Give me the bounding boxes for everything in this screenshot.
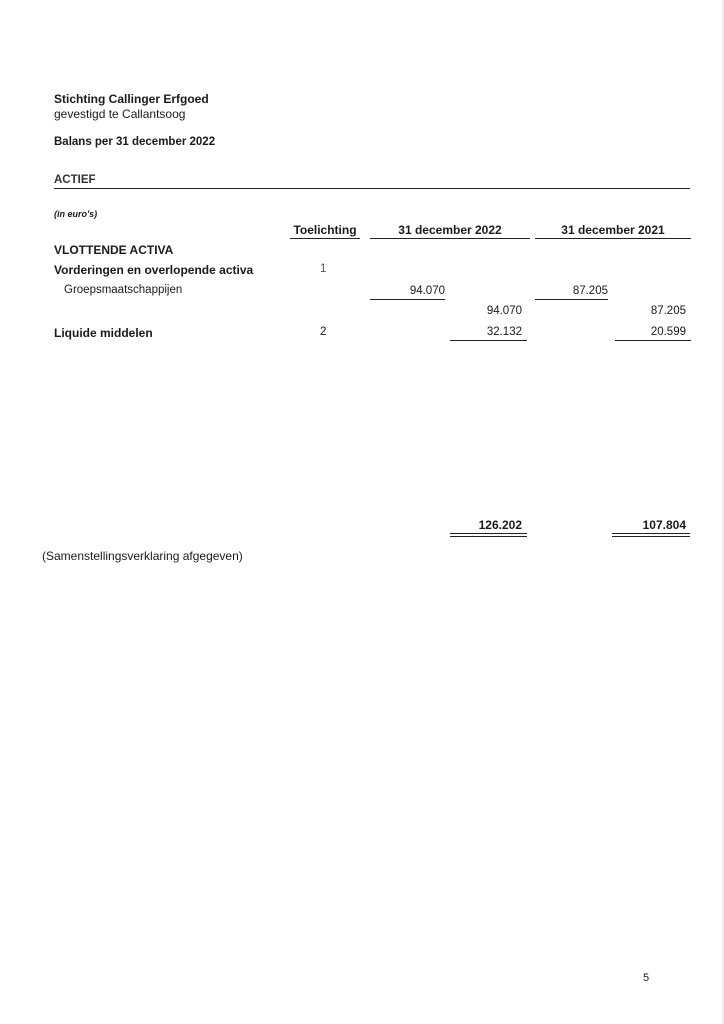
- column-header-2022-underline: [370, 238, 530, 239]
- currency-note: (in euro's): [54, 209, 98, 219]
- group-companies-2021: 87.205: [572, 285, 608, 297]
- receivables-total-2022: 94.070: [486, 305, 522, 317]
- receivables-total-2021: 87.205: [650, 305, 686, 317]
- total-2022-double-underline-bottom: [450, 536, 527, 537]
- total-2021: 107.804: [642, 518, 686, 532]
- cash-2021: 20.599: [650, 326, 686, 338]
- group-companies-2022-underline: [370, 299, 445, 300]
- page-title: Balans per 31 december 2022: [54, 136, 216, 148]
- group-companies-label: Groepsmaatschappijen: [64, 284, 183, 296]
- group-companies-2022: 94.070: [409, 285, 445, 297]
- group-heading: VLOTTENDE ACTIVA: [54, 243, 174, 257]
- column-header-note-underline: [290, 238, 360, 239]
- total-2022: 126.202: [478, 518, 522, 532]
- receivables-label: Vorderingen en overlopende activa: [54, 263, 254, 277]
- group-companies-2021-underline: [535, 299, 608, 300]
- column-header-2022: 31 december 2022: [398, 223, 502, 237]
- compilation-note: (Samenstellingsverklaring afgegeven): [42, 549, 243, 563]
- total-2021-double-underline-bottom: [612, 536, 690, 537]
- organization-location: gevestigd te Callantsoog: [54, 107, 186, 121]
- cash-2022-underline: [450, 340, 527, 341]
- column-header-2021-underline: [535, 238, 691, 239]
- cash-label: Liquide middelen: [54, 326, 153, 340]
- page-number: 5: [643, 972, 650, 984]
- organization-name: Stichting Callinger Erfgoed: [54, 92, 209, 106]
- cash-2022: 32.132: [486, 326, 522, 338]
- column-header-note: Toelichting: [293, 223, 357, 237]
- cash-2021-underline: [615, 340, 691, 341]
- cash-note: 2: [320, 326, 327, 338]
- column-header-2021: 31 december 2021: [561, 223, 665, 237]
- receivables-note: 1: [320, 263, 327, 275]
- total-2021-double-underline-top: [612, 533, 690, 534]
- total-2022-double-underline-top: [450, 533, 527, 534]
- section-divider: [54, 188, 690, 189]
- section-label: ACTIEF: [54, 174, 96, 186]
